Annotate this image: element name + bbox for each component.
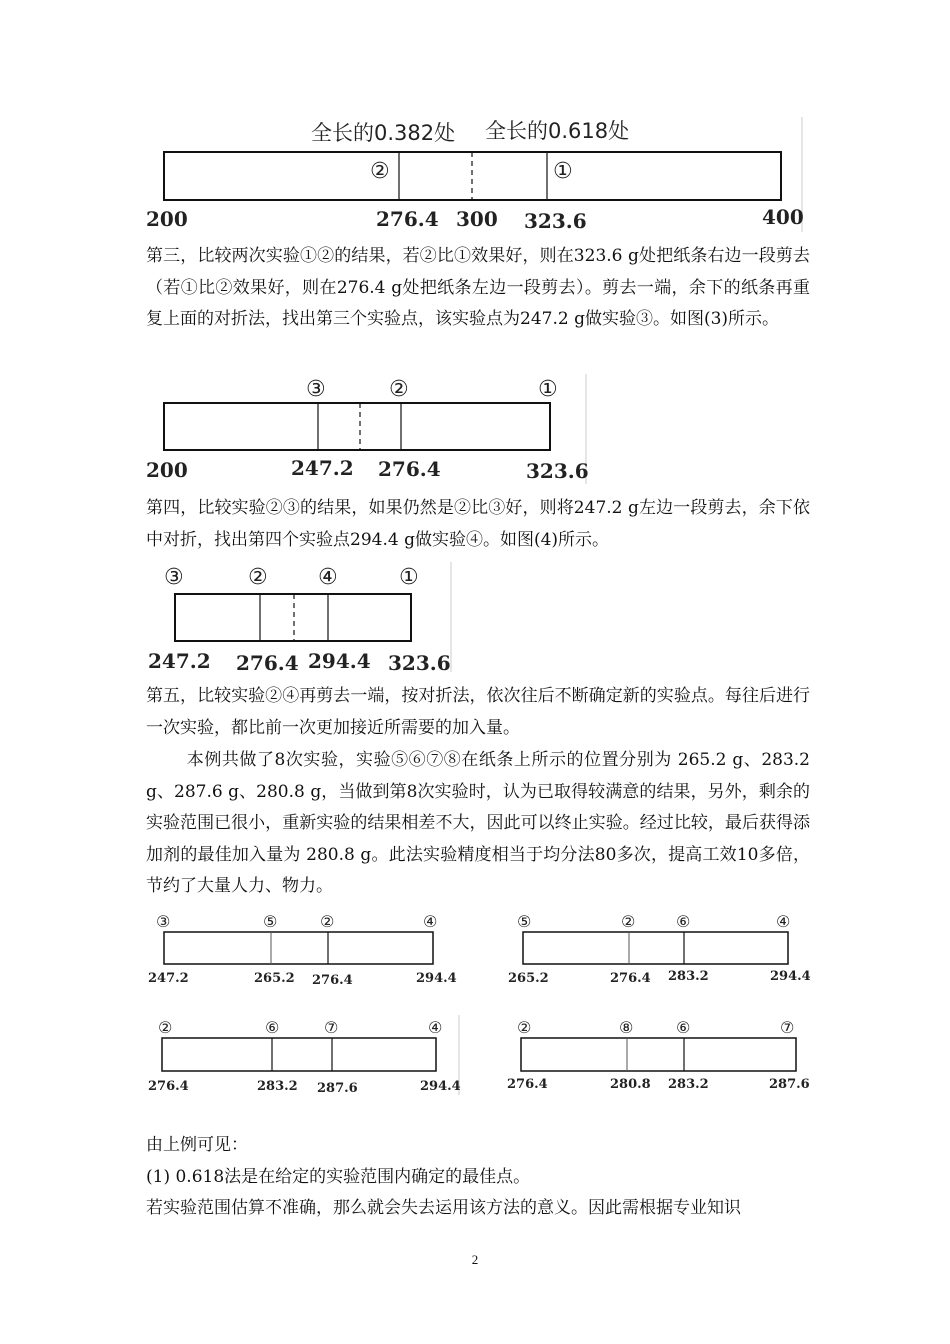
tick-label: 400 xyxy=(762,205,804,229)
marker-4: ④ xyxy=(318,565,338,590)
tick-label: 276.4 xyxy=(312,973,353,988)
marker-4: ④ xyxy=(423,912,438,931)
conclusion-intro: 由上例可见： xyxy=(146,1135,248,1155)
marker-2: ② xyxy=(320,912,335,931)
tick-label: 276.4 xyxy=(236,651,299,675)
tick-label: 294.4 xyxy=(416,971,457,986)
tick-label: 276.4 xyxy=(507,1077,548,1092)
marker-5: ⑤ xyxy=(263,912,278,931)
marker-2: ② xyxy=(389,377,409,402)
figure-4-strip xyxy=(146,560,456,675)
marker-7: ⑦ xyxy=(780,1018,795,1037)
figure-2-strip xyxy=(146,112,808,237)
tick-label: 294.4 xyxy=(420,1079,461,1094)
marker-5: ⑤ xyxy=(517,912,532,931)
figure-3-strip xyxy=(146,372,591,487)
tick-label: 276.4 xyxy=(610,971,651,986)
marker-2: ② xyxy=(621,912,636,931)
marker-2: ② xyxy=(158,1018,173,1037)
tick-label: 276.4 xyxy=(378,457,441,481)
tick-label: 323.6 xyxy=(524,209,587,233)
small-figure-3 xyxy=(146,1013,461,1097)
tick-label: 287.6 xyxy=(317,1081,358,1096)
tick-label: 247.2 xyxy=(291,456,354,480)
tick-label: 287.6 xyxy=(769,1077,810,1092)
marker-1: ① xyxy=(553,159,573,184)
paragraph-step-5: 第五，比较实验②④再剪去一端，按对折法，依次往后不断确定新的实验点。每往后进行一次实验，都比前一次更加接近所需要的加入量。 xyxy=(146,686,810,738)
tick-label: 323.6 xyxy=(526,459,589,483)
marker-6: ⑥ xyxy=(676,912,691,931)
marker-3: ③ xyxy=(164,565,184,590)
marker-4: ④ xyxy=(776,912,791,931)
marker-2: ② xyxy=(248,565,268,590)
small-figure-4 xyxy=(505,1013,810,1097)
tick-label: 283.2 xyxy=(668,1077,709,1092)
marker-6: ⑥ xyxy=(265,1018,280,1037)
tick-label: 200 xyxy=(146,458,188,482)
tick-label: 247.2 xyxy=(148,971,189,986)
marker-2: ② xyxy=(517,1018,532,1037)
tick-label: 276.4 xyxy=(376,207,439,231)
tick-label: 294.4 xyxy=(770,969,811,984)
tick-label: 265.2 xyxy=(254,971,295,986)
marker-1: ① xyxy=(399,565,419,590)
paragraph-summary: 本例共做了8次实验，实验⑤⑥⑦⑧在纸条上所示的位置分别为 265.2 g、283.2 g、287.6 g、280.8 g，当做到第8次实验时，认为已取得较满意的结果，另外，剩余的实验范围已很小，重新实验的结果相差不大，因此可以终止实验。经过比较，最后获得添加剂的最佳加入量为 280.8 g。此法实验精度相当于均分法80多次，提高工效10多倍，节约了大量人力、物力。 xyxy=(146,750,810,896)
conclusion-point-1: (1) 0.618法是在给定的实验范围内确定的最佳点。 xyxy=(146,1167,531,1187)
tick-label: 280.8 xyxy=(610,1077,651,1092)
caption-0382: 全长的0.382处 xyxy=(311,121,456,145)
marker-6: ⑥ xyxy=(676,1018,691,1037)
tick-label: 265.2 xyxy=(508,971,549,986)
small-figure-2 xyxy=(505,908,810,990)
tick-label: 300 xyxy=(456,207,498,231)
marker-3: ③ xyxy=(156,912,171,931)
tick-label: 283.2 xyxy=(668,969,709,984)
paragraph-step-4: 第四，比较实验②③的结果，如果仍然是②比③好，则将247.2 g左边一段剪去，余下依中对折，找出第四个实验点294.4 g做实验④。如图(4)所示。 xyxy=(146,498,810,550)
marker-1: ① xyxy=(538,377,558,402)
tick-label: 283.2 xyxy=(257,1079,298,1094)
marker-2: ② xyxy=(370,159,390,184)
tick-label: 276.4 xyxy=(148,1079,189,1094)
conclusion-text: 若实验范围估算不准确，那么就会失去运用该方法的意义。因此需根据专业知识 xyxy=(146,1198,741,1218)
caption-0618: 全长的0.618处 xyxy=(485,119,630,143)
tick-label: 323.6 xyxy=(388,651,451,675)
page-number: 2 xyxy=(471,1252,479,1267)
marker-4: ④ xyxy=(428,1018,443,1037)
tick-label: 294.4 xyxy=(308,649,371,673)
marker-7: ⑦ xyxy=(324,1018,339,1037)
marker-3: ③ xyxy=(306,377,326,402)
marker-8: ⑧ xyxy=(619,1018,634,1037)
paragraph-step-3: 第三，比较两次实验①②的结果，若②比①效果好，则在323.6 g处把纸条右边一段剪去（若①比②效果好，则在276.4 g处把纸条左边一段剪去）。剪去一端，余下的纸条再重复上面的对折法，找出第三个实验点，该实验点为247.2 g做实验③。如图(3)所示。 xyxy=(146,246,810,329)
tick-label: 200 xyxy=(146,207,188,231)
tick-label: 247.2 xyxy=(148,649,211,673)
small-figure-1 xyxy=(146,908,457,990)
